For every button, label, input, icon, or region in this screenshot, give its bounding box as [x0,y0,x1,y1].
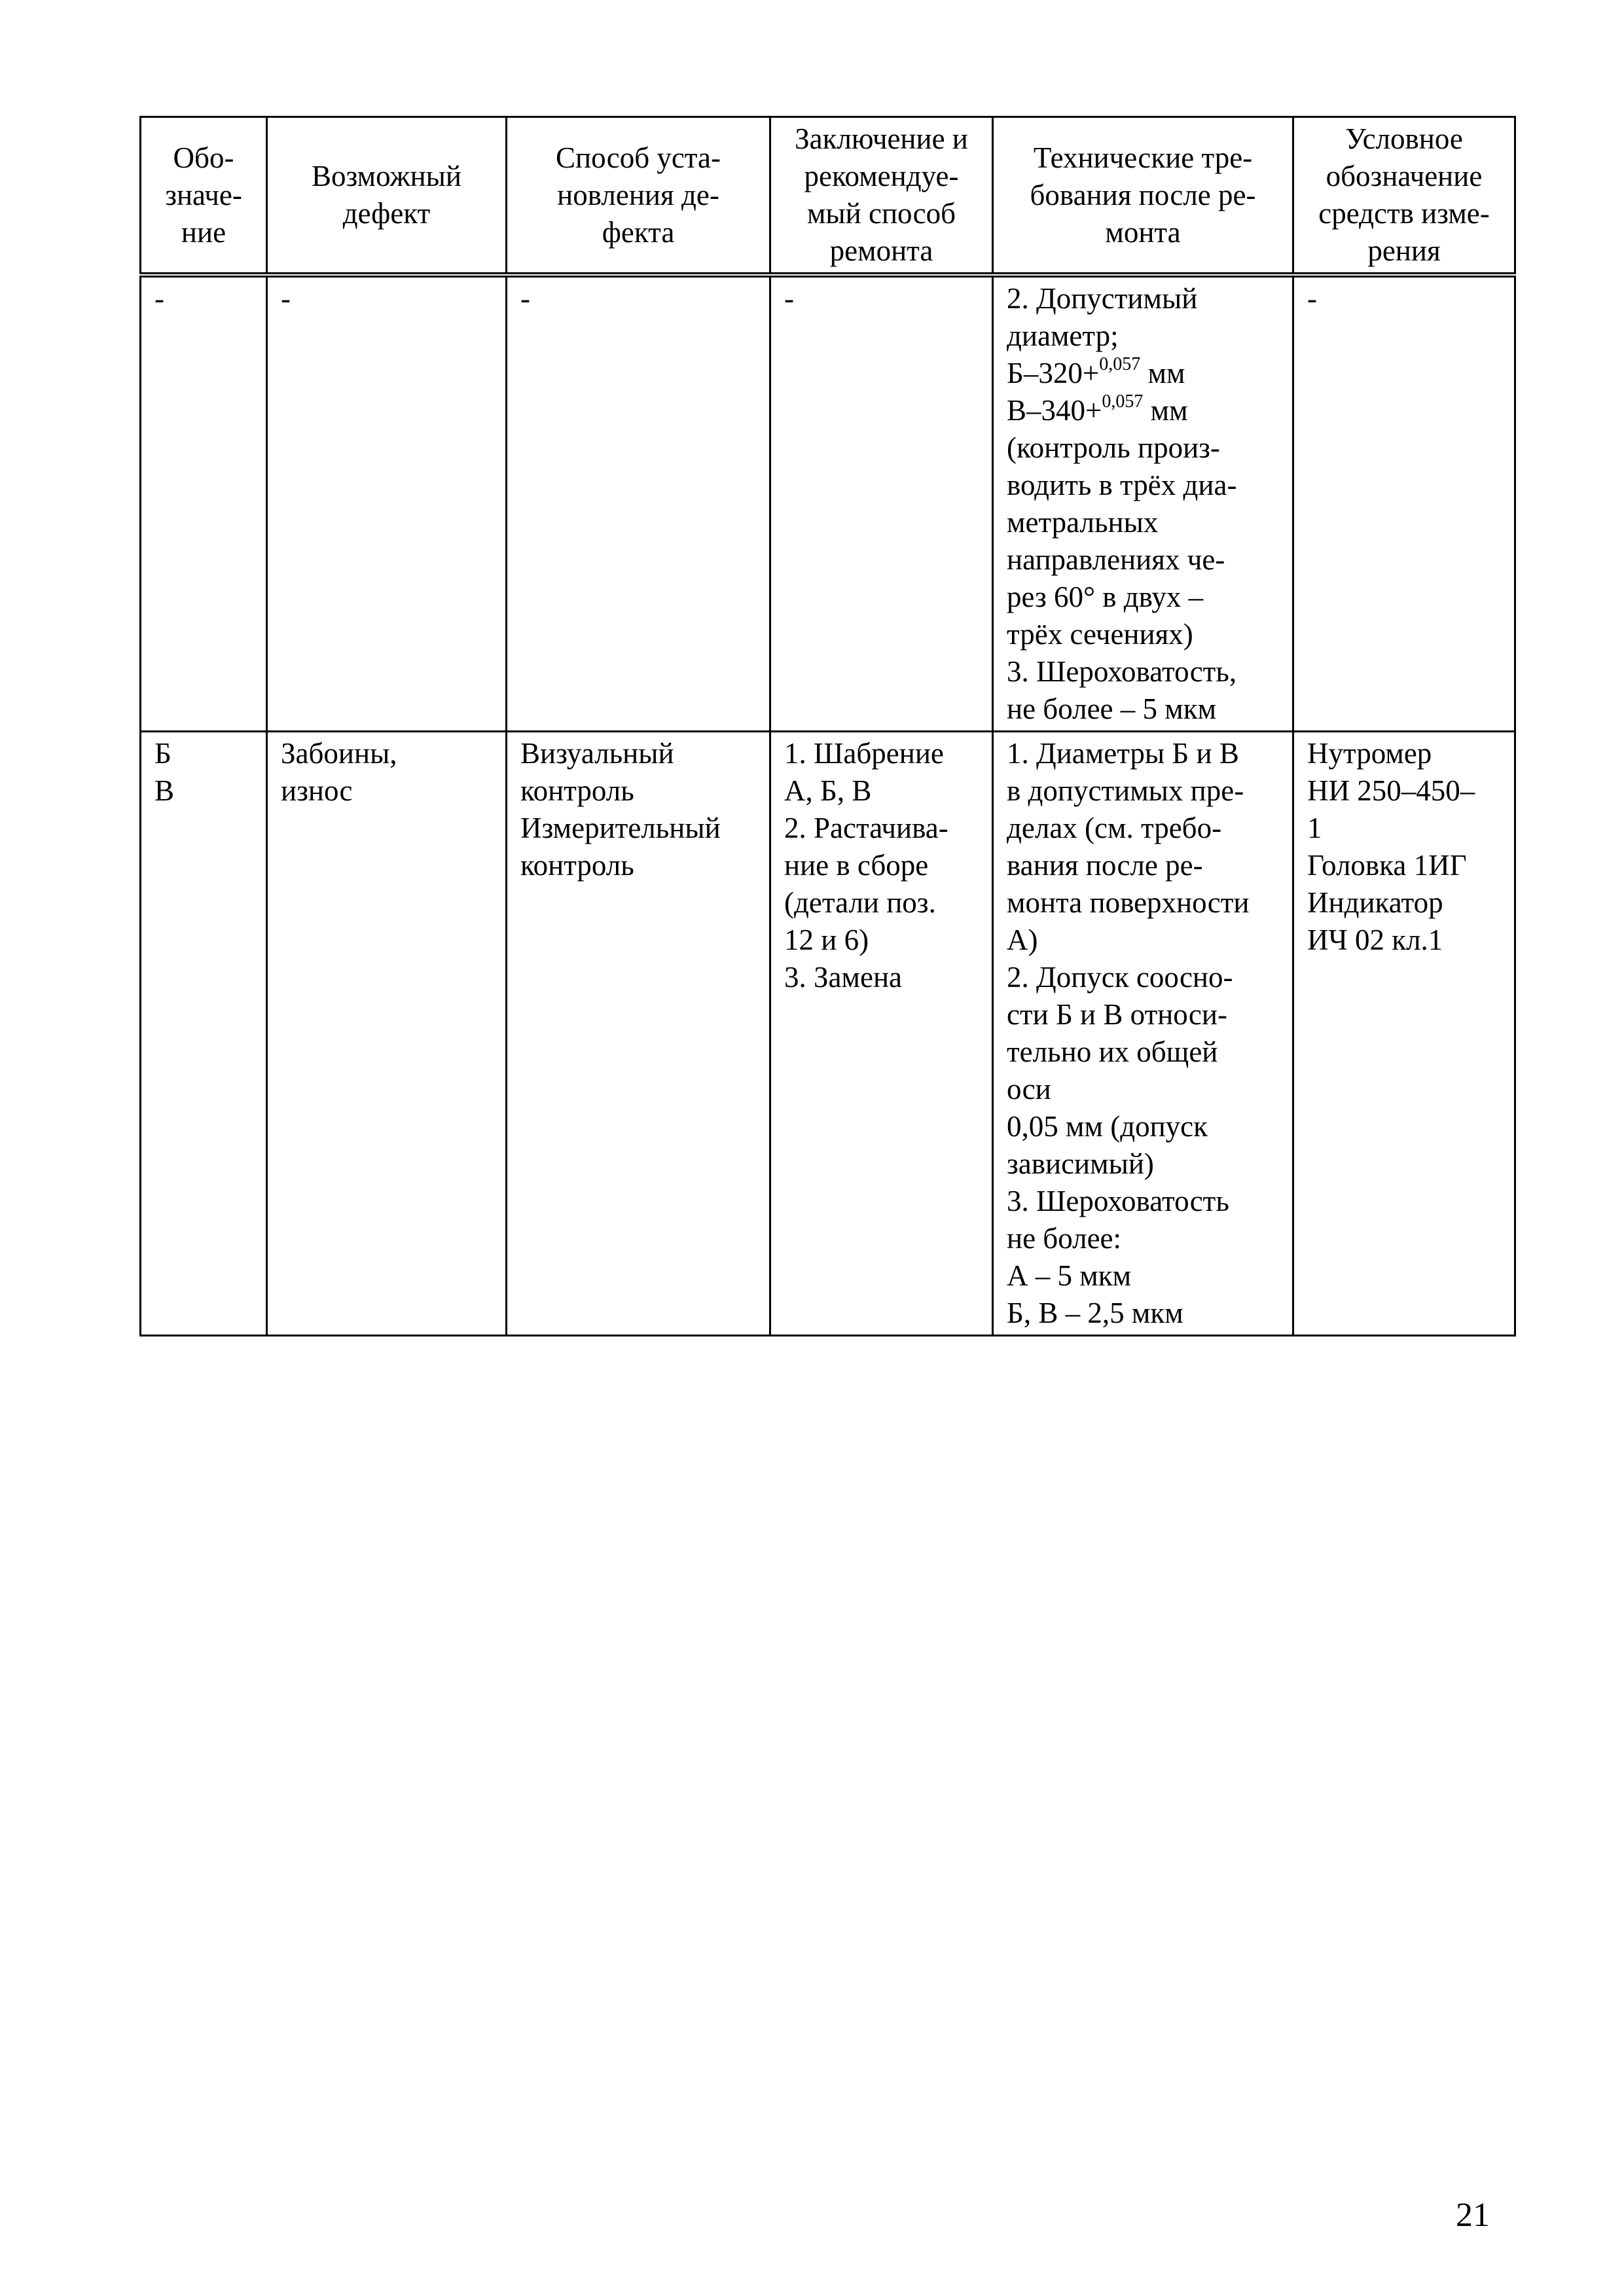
cell-technical-requirements [993,732,1293,1336]
table-header-row [141,117,1515,276]
cell-line: монта поверхности [1007,886,1250,919]
cell-line: делах (см. требо- [1007,812,1222,844]
header-line: Заключение и [795,122,968,155]
cell-line-tolerance [1007,392,1279,429]
cell-line: Б, В – 2,5 мкм [1007,1297,1183,1329]
header-detection-method [507,117,770,276]
cell-line: 2. Растачива- [784,812,948,844]
header-line: Способ уста- [556,141,721,174]
header-line: Технические тре- [1033,141,1253,174]
table-row [141,732,1515,1336]
header-measurement-tools [1293,117,1515,276]
header-line: бования после ре- [1030,178,1256,211]
cell-line: диаметр; [1007,319,1119,352]
cell-text: - [784,282,794,315]
header-line: значе- [165,178,242,211]
cell-line: 12 и 6) [784,924,869,956]
cell-line: 3. Замена [784,961,903,994]
cell-conclusion [770,275,993,732]
header-line: фекта [602,215,675,249]
cell-line: сти Б и В относи- [1007,998,1227,1031]
cell-possible-defect [267,275,507,732]
header-line: ние [181,215,226,249]
cell-line: 3. Шероховатость, [1007,655,1237,688]
header-technical-requirements [993,117,1293,276]
cell-measurement-tools [1293,275,1515,732]
header-conclusion [770,117,993,276]
cell-line: (детали поз. [784,886,936,919]
cell-line: 1 [1307,812,1322,844]
header-line: обозначение [1326,160,1483,192]
tolerance-superscript: 0,057 [1099,354,1141,374]
dimension-value: В–340+ [1007,394,1102,427]
cell-possible-defect [267,732,507,1336]
cell-line: Б [154,737,171,770]
header-line: Условное [1345,122,1463,155]
cell-line: ИЧ 02 кл.1 [1307,924,1443,956]
table-row [141,275,1515,732]
cell-line: трёх сечениях) [1007,618,1193,651]
header-line: Обо- [173,141,234,174]
cell-line: 3. Шероховатость [1007,1185,1229,1217]
cell-line: 2. Допустимый [1007,282,1198,315]
cell-text: - [281,282,291,315]
cell-line: вания после ре- [1007,849,1203,882]
cell-line: Забоины, [281,737,397,770]
cell-text: - [1307,282,1317,315]
cell-line: А, Б, В [784,774,872,807]
header-line: рекомендуе- [804,160,959,192]
cell-line: 0,05 мм (допуск [1007,1110,1208,1143]
header-line: средств изме- [1318,197,1490,230]
cell-line: водить в трёх диа- [1007,469,1237,501]
cell-line: рез 60° в двух – [1007,581,1204,613]
cell-line: А) [1007,924,1038,956]
header-line: мый способ [806,197,956,230]
cell-technical-requirements [993,275,1293,732]
cell-line: контроль [520,849,634,882]
cell-line-tolerance [1007,355,1279,392]
cell-line: контроль [520,774,634,807]
dimension-value: Б–320+ [1007,357,1100,389]
cell-line: А – 5 мкм [1007,1259,1132,1292]
header-line: Возможный [312,160,461,192]
header-designation [141,117,267,276]
cell-line: метральных [1007,506,1159,539]
header-line: рения [1367,234,1441,267]
cell-text: - [520,282,530,315]
cell-line: тельно их общей [1007,1035,1218,1068]
cell-line: не более – 5 мкм [1007,692,1217,725]
cell-detection-method [507,275,770,732]
cell-line: НИ 250–450– [1307,774,1475,807]
cell-line: оси [1007,1073,1051,1105]
cell-line: Измерительный [520,812,721,844]
cell-line: зависимый) [1007,1147,1154,1180]
header-line: новления де- [557,178,719,211]
cell-line: В [154,774,175,807]
unit: мм [1140,357,1185,389]
header-line: монта [1105,215,1181,249]
cell-text: - [154,282,164,315]
defect-table [139,116,1516,1336]
header-possible-defect [267,117,507,276]
cell-measurement-tools [1293,732,1515,1336]
header-line: ремонта [829,234,933,267]
cell-line: не более: [1007,1222,1122,1255]
header-line: дефект [342,197,431,230]
cell-line: Нутромер [1307,737,1432,770]
page-number: 21 [1456,2197,1490,2234]
cell-line: 1. Диаметры Б и В [1007,737,1239,770]
cell-line: направлениях че- [1007,543,1225,576]
cell-line: в допустимых пре- [1007,774,1244,807]
cell-designation [141,275,267,732]
cell-line: износ [281,774,353,807]
cell-conclusion [770,732,993,1336]
cell-line: Головка 1ИГ [1307,849,1467,882]
cell-detection-method [507,732,770,1336]
cell-line: 1. Шабрение [784,737,944,770]
unit: мм [1143,394,1188,427]
tolerance-superscript: 0,057 [1102,391,1144,412]
cell-designation [141,732,267,1336]
cell-line: (контроль произ- [1007,431,1220,464]
cell-line: 2. Допуск соосно- [1007,961,1233,994]
cell-line: Визуальный [520,737,674,770]
cell-line: ние в сборе [784,849,929,882]
cell-line: Индикатор [1307,886,1443,919]
